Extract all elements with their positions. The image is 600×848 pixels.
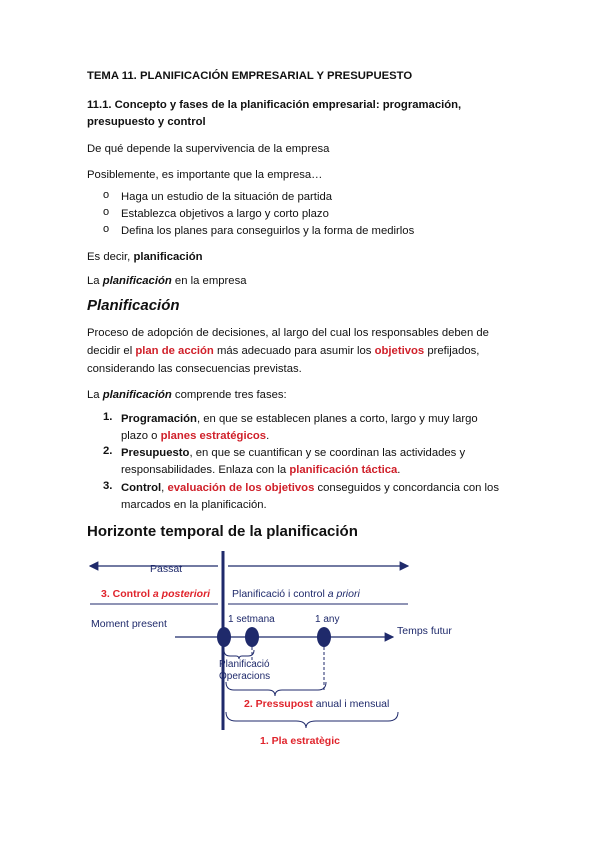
highlight-run: evaluación de los objetivos <box>167 482 315 494</box>
pressupost-brace <box>226 682 326 696</box>
highlight-run: planificación táctica <box>289 464 398 476</box>
setmana-label: 1 setmana <box>228 614 275 625</box>
moment-present-label: Moment present <box>91 618 167 630</box>
text-run: a priori <box>327 588 360 600</box>
bold-italic-run: planificación <box>102 275 172 287</box>
bold-run: planificación <box>133 251 203 263</box>
setmana-marker <box>245 627 259 647</box>
bold-italic-run: planificación <box>102 389 172 401</box>
text-run: . <box>266 430 270 442</box>
text-run: prefijados, <box>424 345 480 357</box>
bold-run: Presupuesto <box>121 447 190 459</box>
text-run: . <box>397 464 401 476</box>
planificacio-priori-label <box>232 588 360 600</box>
text-run: , en que se cuantifican y se coordinan las actividades y <box>189 447 466 459</box>
bullet-item: Establezca objetivos a largo y corto plazo <box>121 208 329 220</box>
text-run: 3. Control <box>101 588 153 600</box>
present-marker <box>217 627 231 647</box>
pla-estrategic-label: 1. Pla estratègic <box>260 735 340 747</box>
control-posteriori-label <box>101 588 211 600</box>
bullet-item: Haga un estudio de la situación de partida <box>121 191 333 203</box>
section-heading-line2: presupuesto y control <box>87 116 206 128</box>
text-run: 2. Pressupost <box>244 698 313 710</box>
bullet-marker: o <box>103 223 110 235</box>
proceso-line3: considerando las consecuencias previstas. <box>87 363 302 375</box>
bullet-marker: o <box>103 206 110 218</box>
paragraph-posiblemente: Posiblemente, es importante que la empresa… <box>87 169 323 181</box>
text-run: más adecuado para asumir los <box>213 345 375 357</box>
highlight-run: plan de acción <box>135 345 214 357</box>
text-run: anual i mensual <box>312 698 390 710</box>
passat-label: Passat <box>150 563 183 575</box>
operacions-label: Operacions <box>219 671 271 682</box>
text-run: , <box>161 482 168 494</box>
text-run: Planificació i control <box>232 588 328 600</box>
any-marker <box>317 627 331 647</box>
text-run: en la empresa <box>171 275 247 287</box>
bullet-marker: o <box>103 189 110 201</box>
list-number: 3. <box>103 480 113 492</box>
bullet-item: Defina los planes para conseguirlos y la forma de medirlos <box>121 225 415 237</box>
text-run: La <box>87 389 103 401</box>
list-number: 1. <box>103 411 113 423</box>
text-run: comprende tres fases: <box>171 389 287 401</box>
any-label: 1 any <box>315 614 340 625</box>
bold-run: Programación <box>121 413 197 425</box>
text-run: La <box>87 275 103 287</box>
pla-estrategic-brace <box>226 712 398 728</box>
text-run: plazo o <box>121 430 161 442</box>
operacions-brace <box>224 650 254 659</box>
temps-futur-label: Temps futur <box>397 625 452 637</box>
document-title: TEMA 11. PLANIFICACIÓN EMPRESARIAL Y PRESUPUESTO <box>87 70 413 82</box>
text-run: decidir el <box>87 345 136 357</box>
heading-planificacion: Planificación <box>87 297 180 314</box>
section-heading-line1: 11.1. Concepto y fases de la planificación empresarial: programación, <box>87 99 462 111</box>
paragraph-supervivencia: De qué depende la supervivencia de la empresa <box>87 143 330 155</box>
bold-run: Control <box>121 482 162 494</box>
text-run: Es decir, <box>87 251 134 263</box>
pressupost-label <box>244 698 389 710</box>
proceso-line1: Proceso de adopción de decisiones, al largo del cual los responsables deben de <box>87 327 489 339</box>
planificacio-label: Planificació <box>219 659 270 670</box>
heading-horizonte: Horizonte temporal de la planificación <box>87 523 358 540</box>
highlight-run: planes estratégicos <box>160 430 267 442</box>
text-run: a posteriori <box>152 588 211 600</box>
text-run: conseguidos y concordancia con los <box>314 482 499 494</box>
highlight-run: objetivos <box>374 345 425 357</box>
list-number: 2. <box>103 445 113 457</box>
text-run: responsabilidades. Enlaza con la <box>121 464 290 476</box>
text-run: , en que se establecen planes a corto, largo y muy largo <box>196 413 478 425</box>
fase-3-line2: marcados en la planificación. <box>121 499 267 511</box>
